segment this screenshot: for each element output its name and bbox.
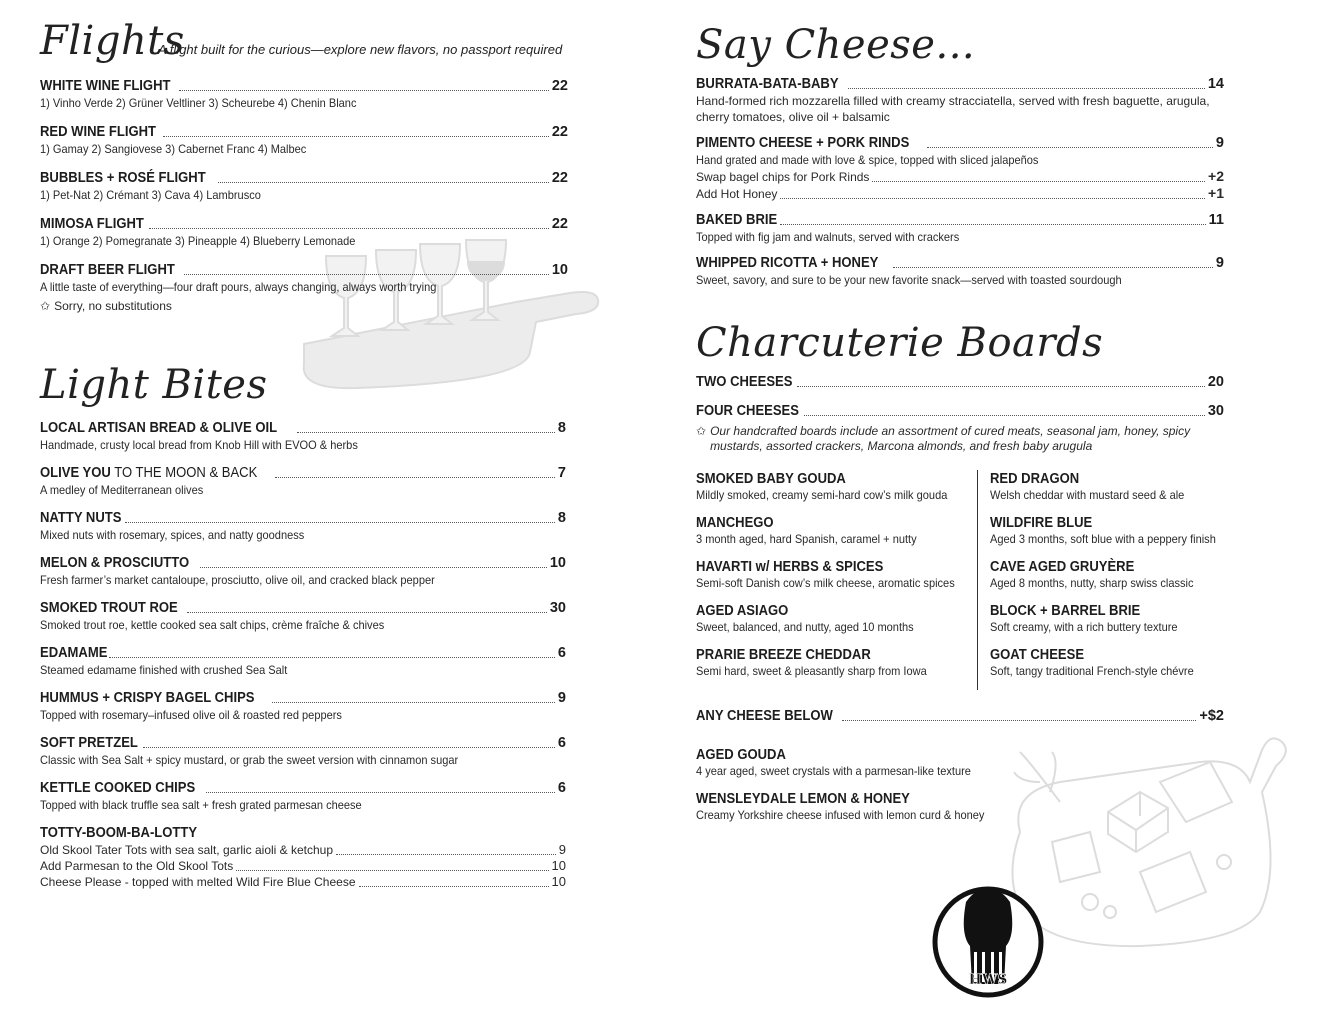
item-name: OLIVE YOU TO THE MOON & BACK [40, 465, 258, 481]
item-name: RED WINE FLIGHT [40, 124, 157, 140]
sub-option: Add Hot Honey +1 [696, 185, 1224, 201]
item-name: PIMENTO CHEESE + PORK RINDS [696, 135, 910, 151]
item-price: 10 [551, 262, 568, 278]
flights-tagline: A flight built for the curious—explore new flavors, no passport required [158, 42, 563, 57]
logo-monogram: HWS [968, 972, 1008, 988]
item-price: 30 [1207, 403, 1224, 419]
item-price: +$2 [1199, 708, 1224, 724]
cheese-option: AGED GOUDA 4 year aged, sweet crystals with a parmesan-like texture [696, 747, 971, 778]
premium-cheese-list [696, 746, 1096, 834]
item-desc: 1) Vinho Verde 2) Grüner Veltliner 3) Scheurebe 4) Chenin Blanc [40, 96, 357, 110]
menu-item [696, 403, 1224, 420]
item-name: BUBBLES + ROSÉ FLIGHT [40, 170, 206, 186]
menu-item [40, 262, 568, 295]
cheese-option: HAVARTI w/ HERBS & SPICES Semi-soft Danish cow’s milk cheese, aromatic spices [696, 559, 955, 590]
item-name: ANY CHEESE BELOW [696, 708, 833, 724]
light-bites-list [40, 420, 566, 890]
item-price: 22 [551, 124, 568, 140]
menu-item [40, 420, 566, 453]
cheese-option: WENSLEYDALE LEMON & HONEY Creamy Yorkshire cheese infused with lemon curd & honey [696, 791, 985, 822]
item-name: KETTLE COOKED CHIPS [40, 780, 196, 796]
note-text: Our handcrafted boards include an assortment of cured meats, seasonal jam, honey, spicy mustards, assorted crackers, Marcona almonds, and fresh baby arugula [710, 424, 1191, 453]
cheese-option: SMOKED BABY GOUDA Mildly smoked, creamy semi-hard cow’s milk gouda [696, 471, 948, 502]
item-price: 11 [1208, 212, 1224, 228]
star-icon: ✩ [40, 299, 51, 313]
item-name: TOTTY-BOOM-BA-LOTTY [40, 825, 198, 841]
item-price: 22 [551, 78, 568, 94]
item-desc: Steamed edamame finished with crushed Sea Salt [40, 663, 288, 677]
menu-item [40, 555, 566, 588]
menu-item [40, 216, 568, 249]
item-name: BAKED BRIE [696, 212, 778, 228]
item-price: 14 [1207, 76, 1224, 92]
item-name: DRAFT BEER FLIGHT [40, 262, 175, 278]
cheese-option: AGED ASIAGO Sweet, balanced, and nutty, aged 10 months [696, 603, 914, 634]
menu-item [40, 170, 568, 203]
cheese-option: WILDFIRE BLUE Aged 3 months, soft blue with a peppery finish [990, 515, 1217, 546]
item-desc: 1) Pet-Nat 2) Crémant 3) Cava 4) Lambrusco [40, 188, 261, 202]
cheese-option: BLOCK + BARREL BRIE Soft creamy, with a rich buttery texture [990, 603, 1178, 634]
item-desc: Fresh farmer’s market cantaloupe, prosciutto, olive oil, and cracked black pepper [40, 573, 435, 587]
item-price: 9 [1215, 135, 1224, 151]
item-desc: Hand grated and made with love & spice, topped with sliced jalapeños [696, 153, 1039, 167]
menu-item [40, 78, 568, 111]
cheese-option: PRARIE BREEZE CHEDDAR Semi hard, sweet & pleasantly sharp from Iowa [696, 647, 927, 678]
menu-item [696, 212, 1224, 245]
light-bites-title: Light Bites [40, 362, 268, 408]
item-price: 8 [557, 420, 566, 436]
item-desc: 1) Orange 2) Pomegranate 3) Pineapple 4) Blueberry Lemonade [40, 234, 356, 248]
item-name: WHITE WINE FLIGHT [40, 78, 171, 94]
menu-item [696, 76, 1224, 125]
sub-option: Old Skool Tater Tots with sea salt, garlic aioli & ketchup 9 [40, 842, 566, 857]
menu-item [40, 735, 566, 768]
item-desc: Topped with black truffle sea salt + fresh grated parmesan cheese [40, 798, 362, 812]
item-price: 6 [557, 780, 566, 796]
restaurant-logo [930, 884, 1046, 1000]
charcuterie-list [696, 374, 1224, 454]
item-price: 9 [557, 690, 566, 706]
item-name: BURRATA-BATA-BABY [696, 76, 839, 92]
menu-item [40, 465, 566, 498]
cheese-option: CAVE AGED GRUYÈRE Aged 8 months, nutty, sharp swiss classic [990, 559, 1194, 590]
item-price: 6 [557, 645, 566, 661]
charcuterie-note [696, 424, 1224, 454]
menu-item [40, 780, 566, 813]
cheese-option: RED DRAGON Welsh cheddar with mustard seed & ale [990, 471, 1185, 502]
menu-item [40, 645, 566, 678]
item-name: HUMMUS + CRISPY BAGEL CHIPS [40, 690, 255, 706]
sub-option: Cheese Please - topped with melted Wild Fire Blue Cheese 10 [40, 874, 566, 889]
item-desc: Sweet, savory, and sure to be your new favorite snack—served with toasted sourdough [696, 273, 1122, 287]
item-name: SOFT PRETZEL [40, 735, 138, 751]
item-desc: 1) Gamay 2) Sangiovese 3) Cabernet Franc 4) Malbec [40, 142, 307, 156]
menu-item [40, 600, 566, 633]
item-name: MIMOSA FLIGHT [40, 216, 144, 232]
item-price: 30 [549, 600, 566, 616]
item-price: 20 [1207, 374, 1224, 390]
item-desc: Topped with fig jam and walnuts, served with crackers [696, 230, 960, 244]
say-cheese-title: Say Cheese... [696, 22, 976, 68]
item-desc: Topped with rosemary–infused olive oil & roasted red peppers [40, 708, 342, 722]
menu-item [696, 255, 1224, 288]
menu-item [40, 510, 566, 543]
item-desc: A little taste of everything—four draft pours, always changing, always worth trying [40, 280, 437, 294]
menu-item [40, 690, 566, 723]
item-name: EDAMAME [40, 645, 108, 661]
item-price: 10 [549, 555, 566, 571]
item-name: FOUR CHEESES [696, 403, 799, 419]
item-desc: Handmade, crusty local bread from Knob Hill with EVOO & herbs [40, 438, 358, 452]
item-desc: Mixed nuts with rosemary, spices, and natty goodness [40, 528, 305, 542]
flights-list [40, 78, 568, 314]
item-name: NATTY NUTS [40, 510, 122, 526]
item-name: SMOKED TROUT ROE [40, 600, 178, 616]
cheese-selection-grid [696, 470, 1246, 690]
sub-option: Add Parmesan to the Old Skool Tots 10 [40, 858, 566, 873]
cheese-option: MANCHEGO 3 month aged, hard Spanish, caramel + nutty [696, 515, 917, 546]
item-name: LOCAL ARTISAN BREAD & OLIVE OIL [40, 420, 278, 436]
menu-item [40, 825, 566, 890]
item-desc: A medley of Mediterranean olives [40, 483, 204, 497]
note-text: Sorry, no substitutions [54, 299, 172, 313]
menu-item [40, 124, 568, 157]
cheese-option: GOAT CHEESE Soft, tangy traditional French-style chévre [990, 647, 1194, 678]
flights-title: Flights [40, 18, 185, 64]
item-price: 7 [557, 465, 566, 481]
star-icon: ✩ [696, 424, 707, 438]
item-price: 8 [557, 510, 566, 526]
sub-option: Swap bagel chips for Pork Rinds +2 [696, 168, 1224, 184]
item-price: 22 [551, 170, 568, 186]
flights-note [40, 299, 568, 314]
item-name: WHIPPED RICOTTA + HONEY [696, 255, 879, 271]
say-cheese-list [696, 76, 1224, 288]
item-name: MELON & PROSCIUTTO [40, 555, 190, 571]
item-desc: Hand-formed rich mozzarella filled with creamy stracciatella, served with fresh baguette, arugula, cherry tomatoes, olive oil + balsamic [696, 94, 1210, 124]
cheese-column-left [696, 470, 977, 690]
item-name: TWO CHEESES [696, 374, 793, 390]
menu-item [696, 135, 1224, 202]
item-desc: Classic with Sea Salt + spicy mustard, or grab the sweet version with cinnamon sugar [40, 753, 459, 767]
any-cheese-below [696, 708, 1224, 725]
menu-item [696, 374, 1224, 391]
charcuterie-title: Charcuterie Boards [696, 320, 1104, 366]
cheese-column-right [977, 470, 1246, 690]
item-price: 9 [1215, 255, 1224, 271]
item-desc: Smoked trout roe, kettle cooked sea salt chips, crème fraîche & chives [40, 618, 385, 632]
item-price: 22 [551, 216, 568, 232]
item-price: 6 [557, 735, 566, 751]
